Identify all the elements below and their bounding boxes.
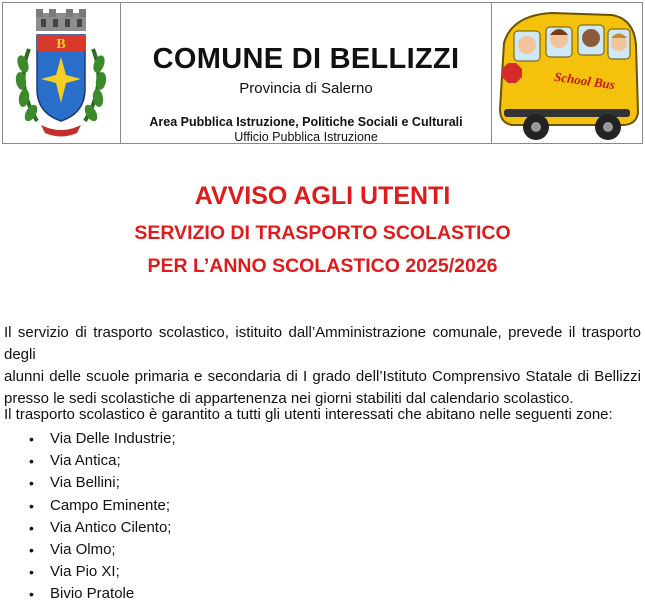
list-item	[0, 428, 176, 450]
list-item	[0, 561, 176, 583]
bullet-icon: •	[29, 519, 34, 536]
paragraph-line: Il servizio di trasporto scolastico, istituito dall’Amministrazione comunale, prevede il trasporto degli	[4, 324, 641, 363]
zones-intro-paragraph: Il trasporto scolastico è garantito a tutti gli utenti interessati che abitano nelle seguenti zone:	[4, 406, 613, 423]
list-item	[0, 495, 176, 517]
bullet-icon: •	[29, 453, 34, 470]
office-name: Ufficio Pubblica Istruzione	[234, 130, 378, 144]
bullet-icon: •	[29, 431, 34, 447]
zones-list	[0, 428, 176, 606]
zone-name: Via Antico Cilento;	[50, 518, 172, 536]
list-item	[0, 450, 176, 472]
paragraph-line: alunni delle scuole primaria e secondaria di I grado dell’Istituto Comprensivo Statale di Bellizzi	[4, 368, 641, 385]
province-name: Provincia di Salerno	[239, 80, 373, 97]
zone-name: Via Antica;	[50, 452, 121, 470]
notice-heading: AVVISO AGLI UTENTI	[194, 182, 451, 210]
bus-label: School Bus	[553, 68, 616, 93]
zone-name: Campo Eminente;	[50, 496, 171, 514]
zone-name: Via Olmo;	[50, 540, 116, 558]
zone-name: Via Bellini;	[50, 474, 120, 492]
bullet-icon: •	[29, 564, 34, 581]
letterhead-text	[121, 3, 492, 143]
list-item	[0, 472, 176, 494]
school-bus-illustration-icon	[492, 5, 642, 143]
notice-subheading-service: SERVIZIO DI TRASPORTO SCOLASTICO	[134, 222, 511, 244]
list-item	[0, 583, 176, 605]
bus-cell	[492, 3, 642, 143]
zone-name: Via Delle Industrie;	[50, 430, 176, 447]
service-description-paragraph	[4, 322, 641, 410]
letterhead	[2, 2, 643, 144]
zone-name: Bivio Pratole	[50, 585, 135, 603]
notice-subheading-year: PER L’ANNO SCOLASTICO 2025/2026	[147, 255, 498, 277]
municipality-title: COMUNE DI BELLIZZI	[152, 43, 460, 75]
municipal-crest-icon	[11, 9, 111, 141]
crest-cell	[3, 3, 121, 143]
zone-name: Via Pio XI;	[50, 563, 120, 581]
bullet-icon: •	[29, 475, 34, 492]
list-item	[0, 517, 176, 539]
crest-letter: B	[56, 37, 66, 52]
bullet-icon: •	[29, 541, 34, 558]
bullet-icon: •	[29, 497, 34, 514]
list-item	[0, 539, 176, 561]
department-area: Area Pubblica Istruzione, Politiche Sociali e Culturali	[149, 115, 463, 129]
paragraph-line: presso le sedi scolastiche di appartenenza nei giorni stabiliti dal calendario scolastico.	[4, 390, 574, 407]
bullet-icon: •	[29, 586, 34, 603]
